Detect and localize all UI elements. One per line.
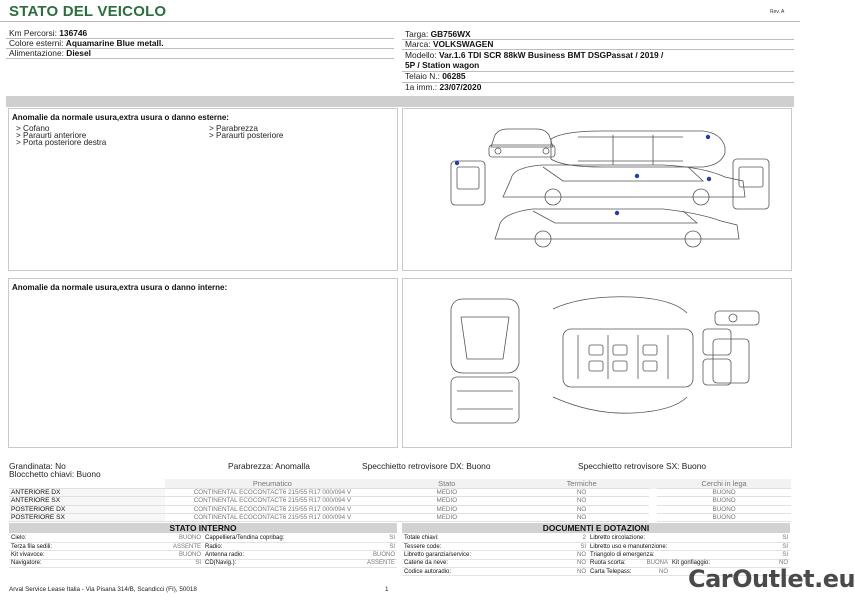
documents-title: DOCUMENTI E DOTAZIONI (402, 523, 790, 533)
tire-model: CONTINENTAL ECOCONTACT6 215/55 R17 000/094 V (165, 489, 379, 497)
kv-key: Codice autoradio: (402, 568, 492, 576)
tire-rim: BUONO (657, 489, 791, 497)
section-bar (6, 96, 794, 107)
registration-value: 23/07/2020 (439, 82, 482, 92)
tires-gap (649, 489, 657, 497)
page-title: STATO DEL VEICOLO (9, 3, 167, 20)
hail-status: Grandinata: No (9, 461, 66, 471)
kv-value: BUONO (85, 534, 203, 542)
plate-value: GB756WX (430, 29, 471, 39)
kv-key: Libretto uso e manutenzione: (588, 542, 762, 550)
exterior-damage-title: Anomalie da normale usura,extra usura o danno esterne: (12, 113, 229, 122)
mirror-sx-status: Specchietto retrovisore SX: Buono (578, 461, 707, 471)
tire-rim: BUONO (657, 505, 791, 513)
interior-damage-title: Anomalie da normale usura,extra usura o danno interne: (12, 283, 228, 292)
km-value: 136746 (59, 28, 88, 38)
car-interior-diagram (403, 279, 791, 447)
tires-col-tire: Pneumatico (165, 479, 379, 489)
damage-marker (706, 135, 710, 139)
kv-value: BUONO (303, 551, 397, 559)
kv-value: NO (492, 551, 588, 559)
tire-rim: BUONO (657, 513, 791, 521)
revision-label: Rev. A (770, 9, 785, 15)
kv-key: Libretto circolazione: (588, 534, 762, 542)
kv-value: BUONA (638, 559, 670, 567)
tire-state: MEDIO (379, 505, 514, 513)
table-row (9, 559, 397, 567)
plate-label: Targa: (405, 29, 429, 39)
kv-value: ASSENTE (303, 559, 397, 567)
kv-value: NO (638, 568, 670, 576)
tires-gap (649, 497, 657, 505)
tire-rim: BUONO (657, 497, 791, 505)
km-label: Km Percorsi: (9, 28, 57, 38)
kv-key: Cappelliera/Tendina copribag: (203, 534, 303, 542)
kv-value: SI (492, 542, 588, 550)
tire-state: MEDIO (379, 513, 514, 521)
exterior-item: > Paraurti posteriore (209, 131, 284, 140)
damage-marker (455, 161, 459, 165)
kv-key: Ruota scorta: (588, 559, 638, 567)
damage-marker (615, 211, 619, 215)
kv-value: SI (303, 534, 397, 542)
tires-gap (649, 505, 657, 513)
chassis-label: Telaio N.: (405, 71, 440, 81)
fuel-value: Diesel (66, 48, 91, 58)
tire-position: POSTERIORE DX (9, 505, 165, 513)
kv-value: SI (85, 559, 203, 567)
kv-key: Tessere code: (402, 542, 492, 550)
table-row (9, 489, 791, 497)
brand-value: VOLKSWAGEN (432, 39, 494, 49)
registration-row (405, 82, 481, 93)
fuel-label: Alimentazione: (9, 48, 64, 58)
color-label: Colore esterni: (9, 38, 64, 48)
tire-model: CONTINENTAL ECOCONTACT6 215/55 R17 000/094 V (165, 505, 379, 513)
table-row (9, 534, 397, 542)
kv-key: Radio: (203, 542, 303, 550)
model-row-2 (405, 60, 479, 71)
table-row (9, 513, 791, 521)
table-row (9, 542, 397, 550)
kv-key: Antenna radio: (203, 551, 303, 559)
kv-value: SI (762, 542, 790, 550)
kv-key: Navigatore: (9, 559, 85, 567)
exterior-item: > Porta posteriore destra (16, 138, 107, 147)
tire-thermal: NO (514, 497, 649, 505)
tire-thermal: NO (514, 489, 649, 497)
internal-state-title: STATO INTERNO (9, 523, 397, 533)
exterior-damage-panel (8, 108, 398, 271)
watermark-logo: CarOutlet.eu (688, 565, 855, 593)
windshield-status: Parabrezza: Anomalla (228, 461, 310, 471)
registration-label: 1a imm.: (405, 82, 438, 92)
color-value: Aquamarine Blue metall. (65, 38, 164, 48)
tires-gap (649, 479, 657, 489)
tires-col-state: Stato (379, 479, 514, 489)
table-row (9, 551, 397, 559)
tire-position: ANTERIORE DX (9, 489, 165, 497)
table-row (402, 542, 790, 550)
title-divider (0, 21, 800, 22)
row-divider (6, 58, 394, 59)
tires-col-rim: Cerchi in lega (657, 479, 791, 489)
footer-company: Arval Service Lease Italia - Via Pisana 314/B, Scandicci (FI), 50018 (9, 586, 197, 593)
kv-key: Catene da neve: (402, 559, 492, 567)
kv-value: SI (762, 534, 790, 542)
kv-key: Kit gonfiaggio: (670, 559, 762, 567)
model-value-line1: Var.1.6 TDI SCR 88kW Business BMT DSGPassat / 2019 / (438, 50, 664, 60)
damage-marker (635, 174, 639, 178)
table-row (9, 497, 791, 505)
damage-marker (707, 177, 711, 181)
kv-key: Kit vivavoce: (9, 551, 85, 559)
tire-state: MEDIO (379, 489, 514, 497)
kv-value: 2 (492, 534, 588, 542)
kv-value: BUONO (85, 551, 203, 559)
kv-value: NO (492, 559, 588, 567)
kv-key: Carta Telepass: (588, 568, 638, 576)
tire-model: CONTINENTAL ECOCONTACT6 215/55 R17 000/094 V (165, 497, 379, 505)
brand-label: Marca: (405, 39, 431, 49)
model-value-line2: 5P / Station wagon (405, 60, 480, 70)
tires-table (9, 479, 791, 522)
tire-position: ANTERIORE SX (9, 497, 165, 505)
kv-key: Totale chiavi: (402, 534, 492, 542)
kv-key: Terza fila sedili: (9, 542, 85, 550)
interior-damage-panel (8, 278, 398, 448)
kv-value: SI (303, 542, 397, 550)
kv-value: SI (762, 551, 790, 559)
tire-state: MEDIO (379, 497, 514, 505)
tires-header (9, 479, 791, 489)
table-row (402, 534, 790, 542)
kv-key: CD(Navig.): (203, 559, 303, 567)
tire-thermal: NO (514, 505, 649, 513)
exterior-diagram-panel (402, 108, 792, 271)
model-label: Modello: (405, 50, 437, 60)
kv-key: Cielo: (9, 534, 85, 542)
exterior-item: > Parabrezza (209, 124, 258, 133)
table-row (402, 551, 790, 559)
kv-key: Libretto garanzia/service: (402, 551, 492, 559)
tire-model: CONTINENTAL ECOCONTACT6 215/55 R17 000/094 V (165, 513, 379, 521)
keys-status: Blocchetto chiavi: Buono (9, 469, 101, 479)
chassis-value: 06285 (442, 71, 466, 81)
table-row (9, 505, 791, 513)
tires-col-thermal: Termiche (514, 479, 649, 489)
exterior-item: > Paraurti anteriore (16, 131, 87, 140)
exterior-item: > Cofano (16, 124, 50, 133)
chassis-row (405, 71, 466, 82)
tire-thermal: NO (514, 513, 649, 521)
kv-value: ASSENTE (85, 542, 203, 550)
tires-corner (9, 479, 165, 489)
interior-diagram-panel (402, 278, 792, 448)
car-exterior-diagram (403, 109, 791, 270)
internal-state-table (9, 534, 397, 568)
mirror-dx-status: Specchietto retrovisore DX: Buono (362, 461, 491, 471)
tires-gap (649, 513, 657, 521)
footer-page-number: 1 (385, 586, 389, 593)
tire-position: POSTERIORE SX (9, 513, 165, 521)
kv-value: NO (492, 568, 588, 576)
kv-value: NO (762, 559, 790, 567)
kv-key: Triangolo di emergenza: (588, 551, 762, 559)
